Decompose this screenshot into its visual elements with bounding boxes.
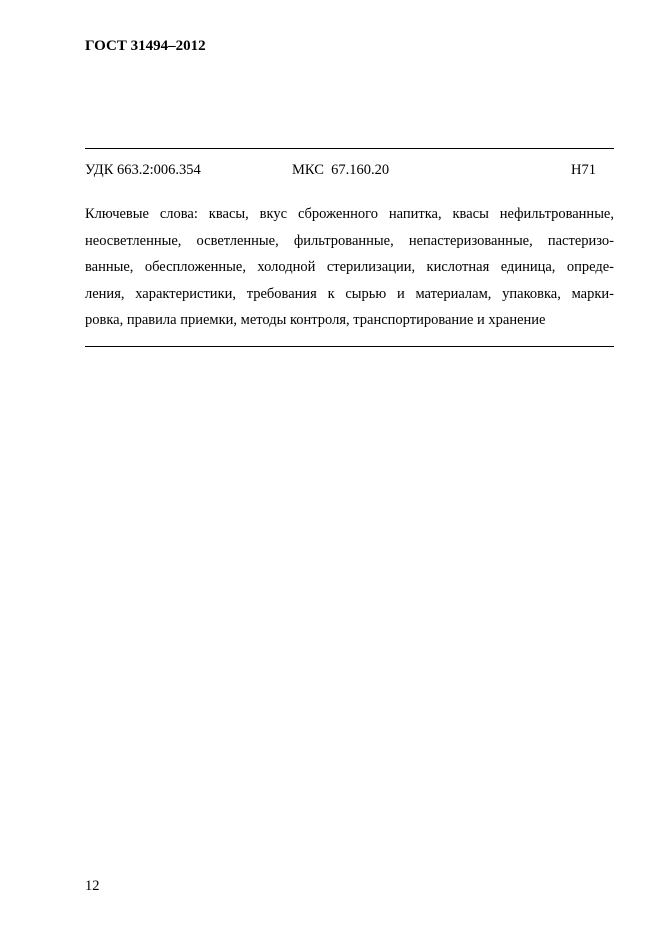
- page-number: 12: [85, 878, 100, 894]
- udk-code: УДК 663.2:006.354: [85, 162, 201, 178]
- mks-code: МКС 67.160.20: [292, 162, 390, 178]
- standard-title: ГОСТ 31494–2012: [85, 38, 206, 54]
- classification-code: Н71: [571, 162, 596, 178]
- keywords-line: ровка, правила приемки, методы контроля, транспортирование и хранение: [85, 312, 546, 329]
- keywords-paragraph: [85, 204, 614, 337]
- top-divider: [85, 148, 614, 149]
- bottom-divider: [85, 346, 614, 347]
- keywords-line: ванные, обеспложенные, холодной стерилизации, кислотная единица, опреде-: [85, 259, 614, 276]
- keywords-line: ления, характеристики, требования к сырью и материалам, упаковка, марки-: [85, 285, 614, 302]
- keywords-line: Ключевые слова: квасы, вкус сброженного напитка, квасы нефильтрованные,: [85, 206, 614, 222]
- keywords-line: неосветленные, осветленные, фильтрованные, непастеризованные, пастеризо-: [85, 232, 614, 249]
